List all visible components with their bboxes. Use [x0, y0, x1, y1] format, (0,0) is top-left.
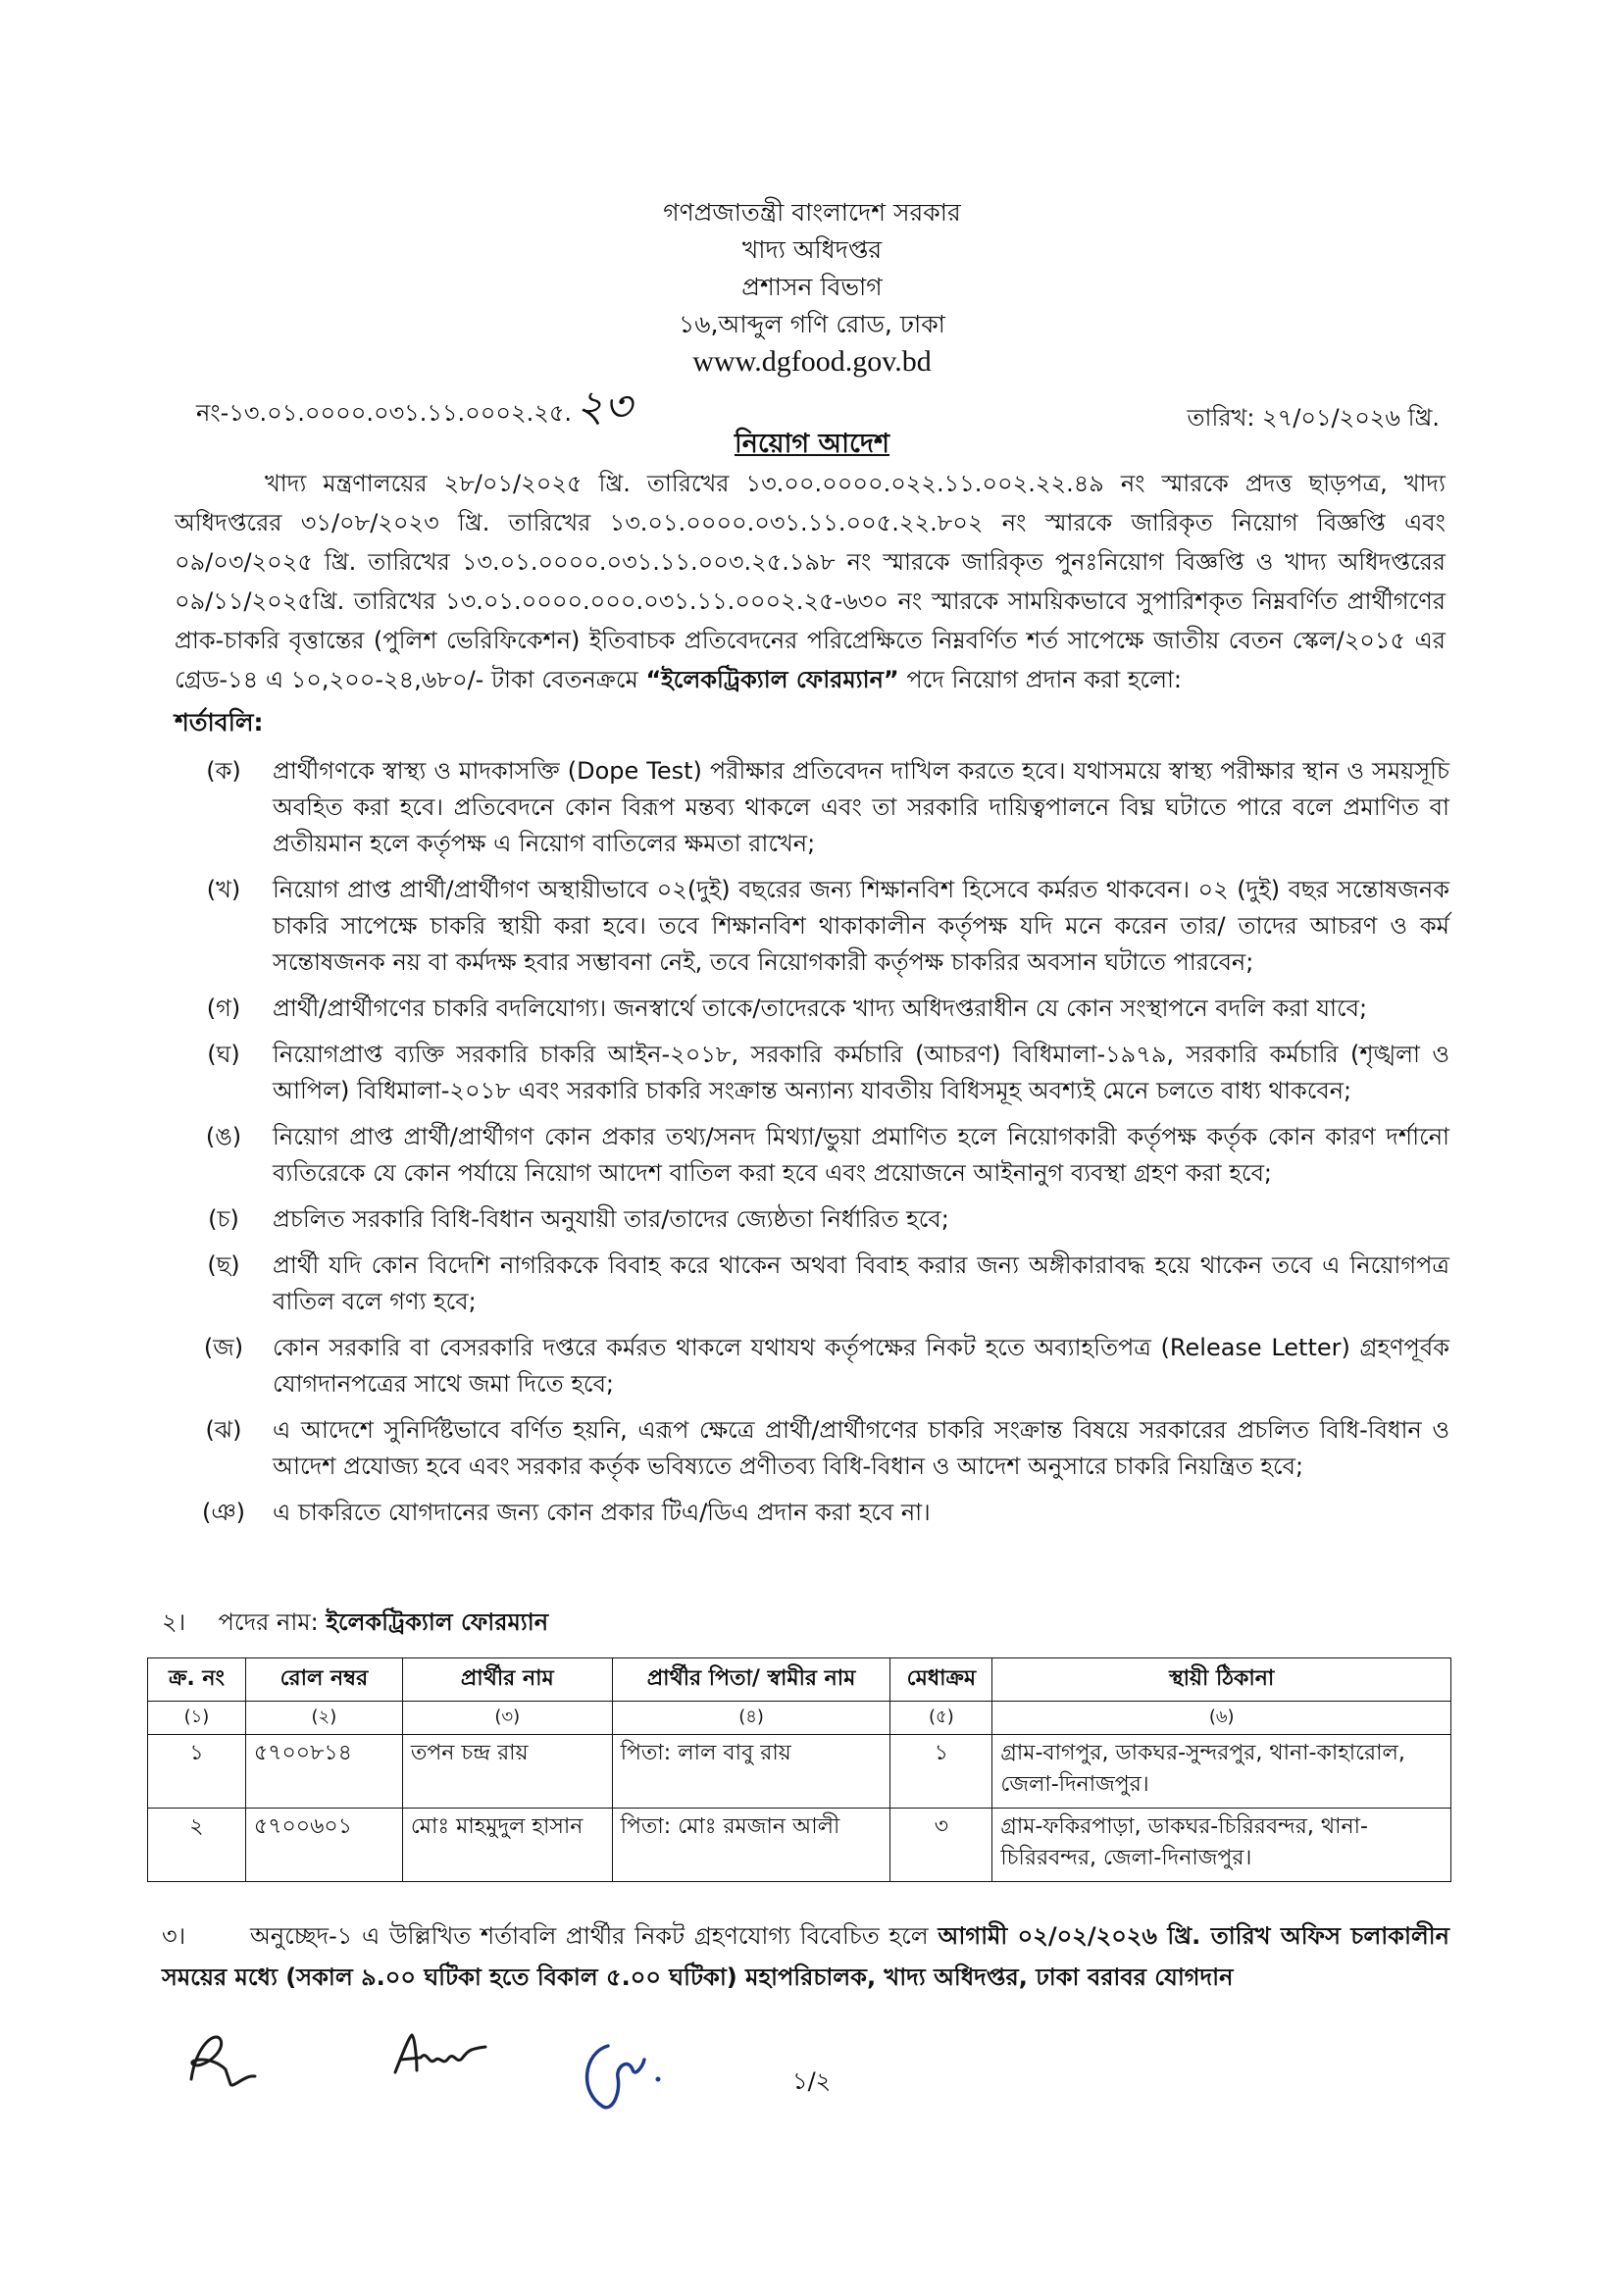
candidate-table	[147, 1657, 1451, 1882]
intro-post-name: “ইলেকট্রিক্যাল ফোরম্যান”	[645, 666, 899, 693]
condition-item	[175, 1495, 1449, 1531]
column-index: (৩)	[402, 1702, 612, 1735]
condition-item	[175, 753, 1449, 862]
condition-item	[175, 1412, 1449, 1485]
memo-number-text: নং-১৩.০১.০০০০.০৩১.১১.০০০২.২৫.	[196, 399, 573, 427]
table-row	[148, 1809, 1451, 1882]
section-number: ৩।	[162, 1922, 186, 1950]
condition-mark: (ঝ)	[205, 1416, 242, 1444]
name-cell: মোঃ মাহমুদুল হাসান	[402, 1809, 612, 1882]
post-name-line	[162, 1605, 548, 1644]
section-number: ২।	[162, 1608, 186, 1636]
condition-text: প্রার্থীগণকে স্বাস্থ্য ও মাদকাসক্তি (Dope Test) পরীক্ষার প্রতিবেদন দাখিল করতে হবে। যথাসময়ে স্বাস্থ্য পরীক্ষার স্থান ও সময়সূচি অবহিত করা হবে। প্রতিবেদনে কোন বিরূপ মন্তব্য থাকলে এবং তা সরকারি দায়িত্বপালনে বিঘ্ন ঘটাতে পারে বলে প্রমাণিত বা প্রতীয়মান হলে কর্তৃপক্ষ এ নিয়োগ বাতিলের ক্ষমতা রাখেন;	[273, 757, 1449, 857]
order-title-text: নিয়োগ আদেশ	[734, 429, 890, 459]
merit-cell: ১	[890, 1735, 992, 1809]
header-division: প্রশাসন বিভাগ	[741, 273, 883, 301]
header-department: খাদ্য অধিদপ্তর	[741, 235, 883, 264]
conditions-list	[175, 753, 1449, 1541]
page-number: ১/২	[792, 2067, 832, 2095]
condition-mark: (ঘ)	[207, 1041, 240, 1068]
address-cell: গ্রাম-বাগপুর, ডাকঘর-সুন্দরপুর, থানা-কাহারোল, জেলা-দিনাজপুর।	[992, 1735, 1451, 1809]
order-title	[0, 424, 1624, 468]
condition-text: নিয়োগ প্রাপ্ত প্রার্থী/প্রার্থীগণ কোন প্রকার তথ্য/সনদ মিথ্যা/ভুয়া প্রমাণিত হলে নিয়োগকারী কর্তৃপক্ষ কর্তৃক কোন কারণ দর্শানো ব্যতিরেকে যে কোন পর্যায়ে নিয়োগ আদেশ বাতিল করা হবে এবং প্রয়োজনে আইনানুগ ব্যবস্থা গ্রহণ করা হবে;	[273, 1123, 1449, 1187]
merit-cell: ৩	[890, 1809, 992, 1882]
conditions-heading: শর্তাবলি:	[175, 708, 264, 737]
serial-cell: ১	[148, 1735, 246, 1809]
condition-item	[175, 1330, 1449, 1402]
father-cell: পিতা: লাল বাবু রায়	[612, 1735, 890, 1809]
roll-cell: ৫৭০০৮১৪	[245, 1735, 402, 1809]
memo-handwritten-number: ২৩	[576, 382, 633, 432]
column-header: ক্র. নং	[148, 1658, 246, 1702]
intro-paragraph	[175, 464, 1446, 699]
condition-text: কোন সরকারি বা বেসরকারি দপ্তরে কর্মরত থাকলে যথাযথ কর্তৃপক্ষের নিকট হতে অব্যাহতিপত্র (Release Letter) গ্রহণপূর্বক যোগদানপত্রের সাথে জমা দিতে হবে;	[273, 1334, 1449, 1398]
column-index: (৬)	[992, 1702, 1451, 1735]
condition-item	[175, 1037, 1449, 1109]
name-cell: তপন চন্দ্র রায়	[402, 1735, 612, 1809]
serial-cell: ২	[148, 1809, 246, 1882]
paragraph-3-text: অনুচ্ছেদ-১ এ উল্লিখিত শর্তাবলি প্রার্থীর নিকট গ্রহণযোগ্য বিবেচিত হলে	[250, 1922, 929, 1950]
condition-mark: (জ)	[203, 1334, 244, 1361]
condition-item	[175, 991, 1449, 1027]
column-header: প্রার্থীর পিতা/ স্বামীর নাম	[612, 1658, 890, 1702]
roll-cell: ৫৭০০৬০১	[245, 1809, 402, 1882]
father-cell: পিতা: মোঃ রমজান আলী	[612, 1809, 890, 1882]
condition-mark: (ক)	[206, 757, 241, 785]
paragraph-3-bold-text: আগামী ০২/০২/২০২৬ খ্রি. তারিখ অফিস চলাকালীন সময়ের মধ্যে (সকাল ৯.০০ ঘটিকা হতে বিকাল ৫.০০ ঘটিকা) মহাপরিচালক, খাদ্য অধিদপ্তর, ঢাকা বরাবর যোগদান	[162, 1922, 1449, 1991]
table-row	[148, 1735, 1451, 1809]
condition-mark: (ঞ)	[201, 1499, 246, 1526]
header-website: www.dgfood.gov.bd	[692, 345, 932, 378]
condition-item	[175, 1201, 1449, 1238]
condition-text: নিয়োগপ্রাপ্ত ব্যক্তি সরকারি চাকরি আইন-২০১৮, সরকারি কর্মচারি (আচরণ) বিধিমালা-১৯৭৯, সরকারি কর্মচারি (শৃঙ্খলা ও আপিল) বিধিমালা-২০১৮ এবং সরকারি চাকরি সংক্রান্ত অন্যান্য যাবতীয় বিধিসমূহ অবশ্যই মেনে চলতে বাধ্য থাকবেন;	[273, 1041, 1449, 1104]
column-index: (৪)	[612, 1702, 890, 1735]
condition-text: এ আদেশে সুনির্দিষ্টভাবে বর্ণিত হয়নি, এরূপ ক্ষেত্রে প্রার্থী/প্রার্থীগণের চাকরি সংক্রান্ত বিষয়ে সরকারের প্রচলিত বিধি-বিধান ও আদেশ প্রযোজ্য হবে এবং সরকার কর্তৃক ভবিষ্যতে প্রণীতব্য বিধি-বিধান ও আদেশ অনুসারে চাকরি নিয়ন্ত্রিত হবে;	[273, 1416, 1449, 1480]
table-index-row	[148, 1702, 1451, 1735]
condition-mark: (খ)	[206, 876, 241, 903]
condition-item	[175, 872, 1449, 981]
header-address: ১৬,আব্দুল গণি রোড, ঢাকা	[679, 310, 945, 338]
table-header-row	[148, 1658, 1451, 1702]
condition-text: এ চাকরিতে যোগদানের জন্য কোন প্রকার টিএ/ডিএ প্রদান করা হবে না।	[273, 1499, 931, 1526]
column-header: মেধাক্রম	[890, 1658, 992, 1702]
address-cell: গ্রাম-ফকিরপাড়া, ডাকঘর-চিরিরবন্দর, থানা-চিরিরবন্দর, জেলা-দিনাজপুর।	[992, 1809, 1451, 1882]
column-header: স্থায়ী ঠিকানা	[992, 1658, 1451, 1702]
header-govt-name: গণপ্রজাতন্ত্রী বাংলাদেশ সরকার	[663, 198, 961, 227]
intro-text: খাদ্য মন্ত্রণালয়ের ২৮/০১/২০২৫ খ্রি. তারিখের ১৩.০০.০০০০.০২২.১১.০০২.২২.৪৯ নং স্মারকে প্রদত্ত ছাড়পত্র, খাদ্য অধিদপ্তরের ৩১/০৮/২০২৩ খ্রি. তারিখের ১৩.০১.০০০০.০৩১.১১.০০৫.২২.৮০২ নং স্মারকে জারিকৃত নিয়োগ বিজ্ঞপ্তি এবং ০৯/০৩/২০২৫ খ্রি. তারিখের ১৩.০১.০০০০.০৩১.১১.০০৩.২৫.১৯৮ নং স্মারকে জারিকৃত পুনঃনিয়োগ বিজ্ঞপ্তি ও খাদ্য অধিদপ্তরের ০৯/১১/২০২৫খ্রি. তারিখের ১৩.০১.০০০০.০০০.০৩১.১১.০০০২.২৫-৬৩০ নং স্মারকে সাময়িকভাবে সুপারিশকৃত নিম্নবর্ণিত প্রার্থীগণের প্রাক-চাকরি বৃত্তান্তের (পুলিশ ভেরিফিকেশন) ইতিবাচক প্রতিবেদনের পরিপ্রেক্ষিতে নিম্নবর্ণিত শর্ত সাপেক্ষে জাতীয় বেতন স্কেল/২০১৫ এর গ্রেড-১৪ এ ১০,২০০-২৪,৬৮০/- টাকা বেতনক্রমে	[175, 470, 1446, 693]
condition-mark: (ছ)	[207, 1251, 240, 1279]
column-index: (৫)	[890, 1702, 992, 1735]
signature-2	[387, 2025, 505, 2084]
condition-mark: (ঙ)	[205, 1123, 242, 1150]
condition-text: প্রচলিত সরকারি বিধি-বিধান অনুযায়ী তার/তাদের জ্যেষ্ঠতা নির্ধারিত হবে;	[273, 1205, 949, 1233]
column-index: (১)	[148, 1702, 246, 1735]
paragraph-3	[162, 1915, 1449, 1998]
intro-text-end: পদে নিয়োগ প্রদান করা হলো:	[906, 666, 1183, 693]
condition-mark: (গ)	[206, 994, 241, 1022]
signature-1	[172, 2025, 270, 2094]
condition-item	[175, 1248, 1449, 1320]
condition-text: প্রার্থী যদি কোন বিদেশি নাগরিককে বিবাহ করে থাকেন অথবা বিবাহ করার জন্য অঙ্গীকারাবদ্ধ হয়ে থাকেন তবে এ নিয়োগপত্র বাতিল বলে গণ্য হবে;	[273, 1251, 1449, 1315]
letterhead	[0, 194, 1624, 381]
column-header: রোল নম্বর	[245, 1658, 402, 1702]
signature-3	[574, 2038, 682, 2116]
memo-date: তারিখ: ২৭/০১/২০২৬ খ্রি.	[1187, 404, 1440, 432]
post-name: ইলেকট্রিক্যাল ফোরম্যান	[326, 1608, 549, 1636]
condition-mark: (চ)	[208, 1205, 239, 1233]
column-header: প্রার্থীর নাম	[402, 1658, 612, 1702]
condition-text: প্রার্থী/প্রার্থীগণের চাকরি বদলিযোগ্য। জনস্বার্থে তাকে/তাদেরকে খাদ্য অধিদপ্তরাধীন যে কোন সংস্থাপনে বদলি করা যাবে;	[273, 994, 1368, 1022]
condition-text: নিয়োগ প্রাপ্ত প্রার্থী/প্রার্থীগণ অস্থায়ীভাবে ০২(দুই) বছরের জন্য শিক্ষানবিশ হিসেবে কর্মরত থাকবেন। ০২ (দুই) বছর সন্তোষজনক চাকরি সাপেক্ষে চাকরি স্থায়ী করা হবে। তবে শিক্ষানবিশ থাকাকালীন কর্তৃপক্ষ যদি মনে করেন তার/ তাদের আচরণ ও কর্ম সন্তোষজনক নয় বা কর্মদক্ষ হবার সম্ভাবনা নেই, তবে নিয়োগকারী কর্তৃপক্ষ চাকরির অবসান ঘটাতে পারবেন;	[273, 876, 1449, 976]
post-label: পদের নাম:	[218, 1608, 319, 1636]
column-index: (২)	[245, 1702, 402, 1735]
condition-item	[175, 1119, 1449, 1192]
